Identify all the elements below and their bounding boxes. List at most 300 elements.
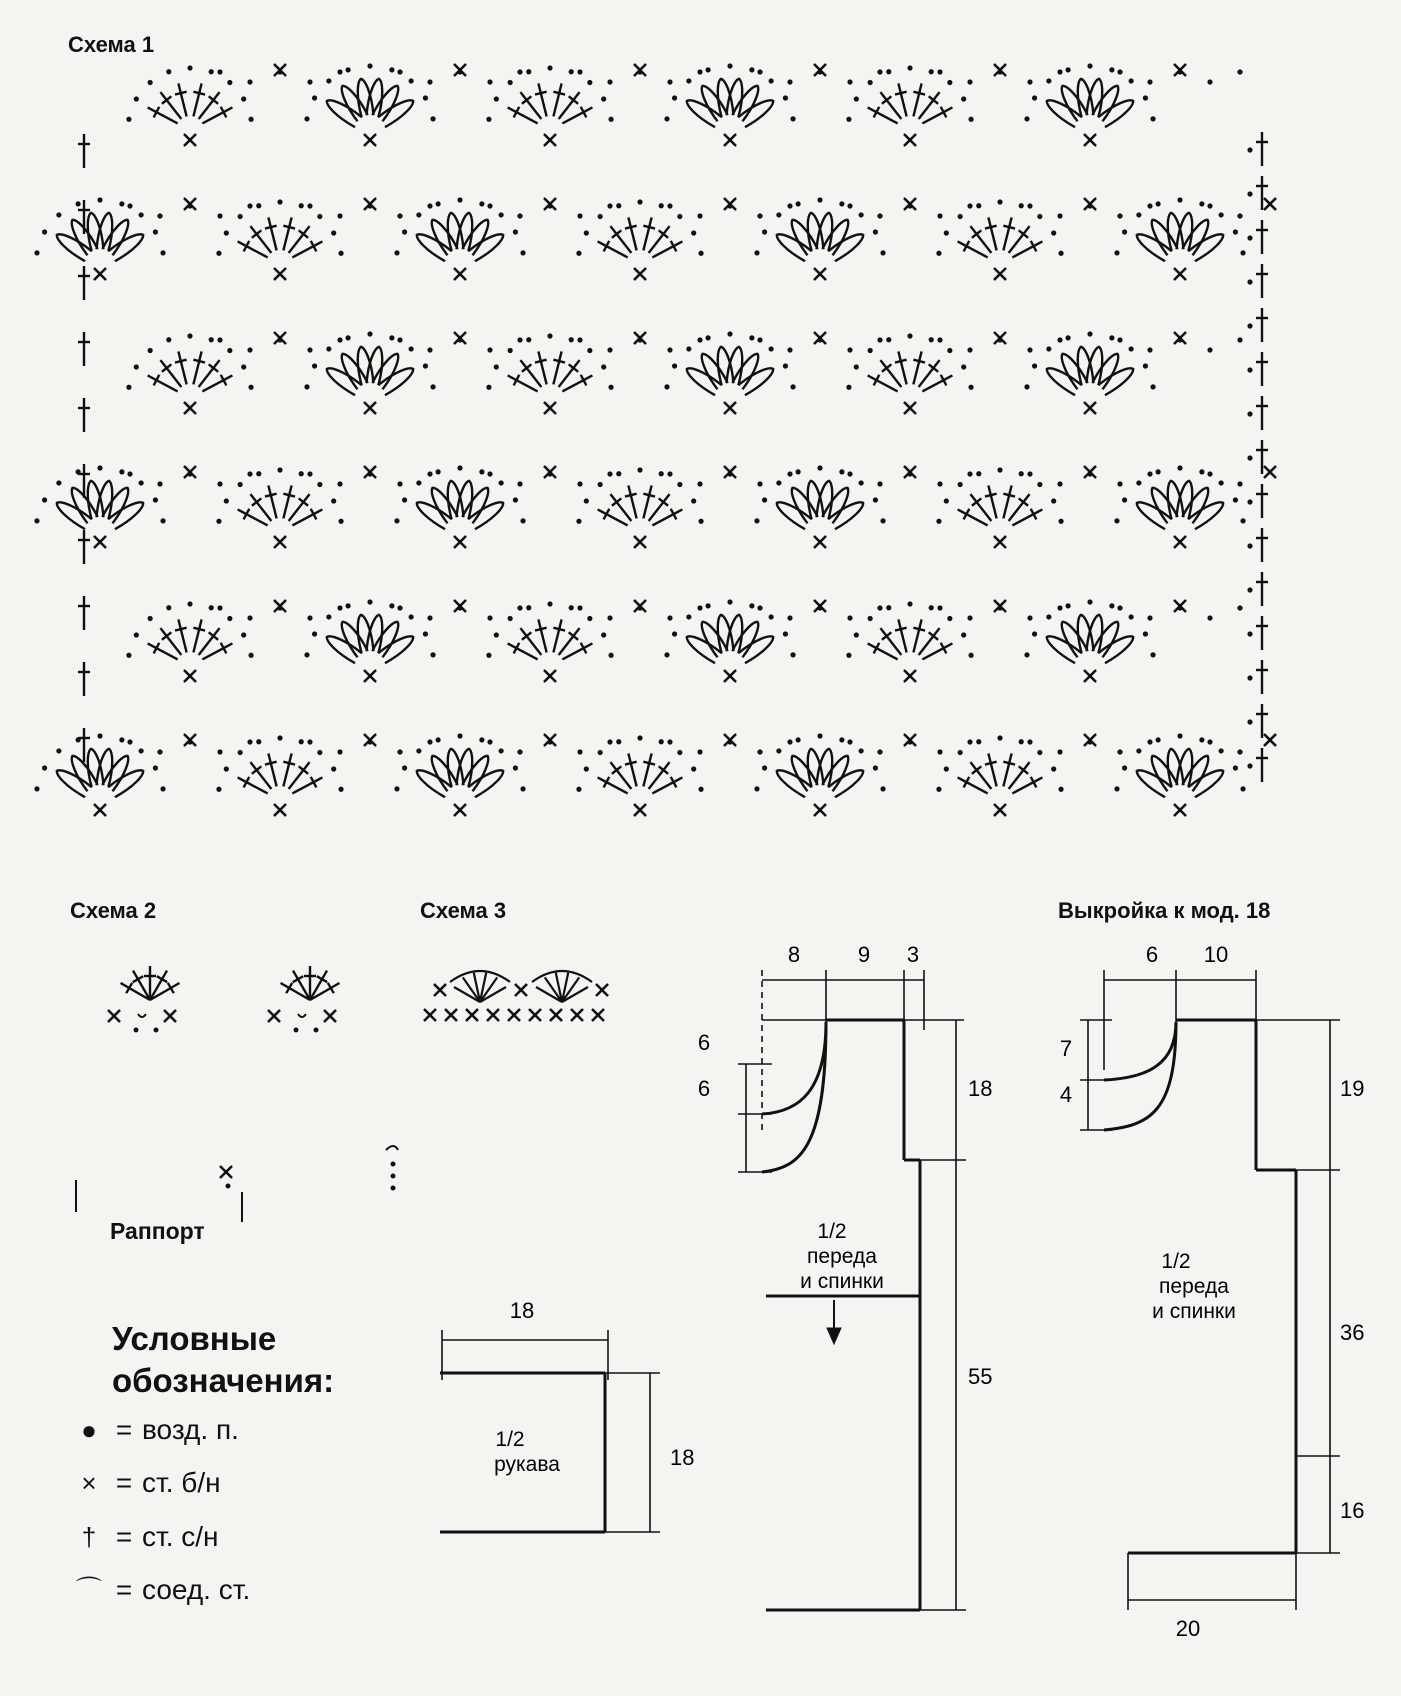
chain-dot <box>783 363 788 368</box>
sc-mark <box>634 268 646 280</box>
chain-dot <box>209 69 214 74</box>
chain-dot <box>608 385 613 390</box>
chain-dot <box>256 471 261 476</box>
chain-dot <box>307 739 312 744</box>
sc-mark <box>634 804 646 816</box>
chain-dot <box>1057 69 1062 74</box>
chain-dot <box>1117 213 1122 218</box>
scheme-3-title: Схема 3 <box>420 898 507 923</box>
loop-mark <box>337 350 368 389</box>
chain-dot <box>697 481 702 486</box>
chain-dot <box>1024 116 1029 121</box>
chain-dot <box>1117 605 1122 610</box>
chain-dot <box>937 481 942 486</box>
chain-dot <box>97 197 102 202</box>
sc-mark <box>994 268 1006 280</box>
loop-mark <box>715 78 734 118</box>
chain-dot <box>961 96 966 101</box>
chain-dot <box>776 480 781 485</box>
sc-mark <box>994 804 1006 816</box>
loop-mark <box>372 82 403 121</box>
loop-mark <box>85 212 104 252</box>
chain-dot <box>854 632 859 637</box>
loop-mark <box>427 484 458 523</box>
chain-dot <box>416 212 421 217</box>
chain-dot <box>961 632 966 637</box>
chain-dot <box>817 465 822 470</box>
chain-dot <box>56 480 61 485</box>
chain-dot <box>907 601 912 606</box>
dc-mark <box>920 370 956 397</box>
chain-dot <box>936 787 941 792</box>
dc-mark <box>78 332 90 366</box>
chain-dot <box>126 117 131 122</box>
chain-dot <box>868 80 873 85</box>
dc-mark <box>595 236 631 263</box>
chain-dot <box>337 605 342 610</box>
chain-dot <box>304 384 309 389</box>
chain-dot <box>569 337 574 342</box>
loop-mark <box>378 96 417 128</box>
chain-dot <box>299 739 304 744</box>
chain-dot <box>241 632 246 637</box>
chain-dot <box>839 469 844 474</box>
chain-dot <box>749 335 754 340</box>
dc-mark <box>865 370 901 397</box>
chain-dot <box>1122 497 1127 502</box>
chain-dot <box>929 69 934 74</box>
left-side-dim-1: 6 <box>697 1030 711 1055</box>
dc-mark <box>1010 772 1046 799</box>
chain-dot <box>967 79 972 84</box>
loop-mark <box>1182 216 1213 255</box>
dc-mark <box>650 772 686 799</box>
dc-mark <box>595 772 631 799</box>
chain-dot <box>880 786 885 791</box>
chain-dot <box>42 229 47 234</box>
chain-dot <box>157 481 162 486</box>
chain-dot <box>1058 787 1063 792</box>
chain-dot <box>331 498 336 503</box>
chain-dot <box>187 601 192 606</box>
chain-dot <box>312 631 317 636</box>
chain-dot <box>397 213 402 218</box>
loop-mark <box>773 766 812 798</box>
chain-dot <box>1037 750 1042 755</box>
loop-mark <box>1188 766 1227 798</box>
slst-arc-icon <box>386 1146 398 1150</box>
chain-dot <box>367 331 372 336</box>
chain-dot <box>409 78 414 83</box>
chain-dot <box>757 69 762 74</box>
chain-dot <box>127 203 132 208</box>
chain-dot <box>42 497 47 502</box>
chain-dot <box>1237 605 1242 610</box>
loop-mark <box>1133 766 1172 798</box>
chain-dot <box>1019 471 1024 476</box>
right-label-2: переда <box>1159 1275 1229 1298</box>
repeat-label: Раппорт <box>110 1218 205 1244</box>
dc-mark <box>1256 616 1268 650</box>
chain-dot <box>667 471 672 476</box>
chain-dot <box>569 69 574 74</box>
sc-mark <box>1264 466 1276 478</box>
chain-dot <box>153 497 158 502</box>
loop-mark <box>1092 350 1123 389</box>
chain-dot <box>846 653 851 658</box>
loop-mark <box>787 216 818 255</box>
chain-dot <box>762 497 767 502</box>
dc-mark <box>1256 176 1268 210</box>
sc-mark <box>487 1009 499 1021</box>
sc-mark <box>814 536 826 548</box>
loop-mark <box>85 748 104 788</box>
dc-mark <box>1010 236 1046 263</box>
chain-dot <box>937 213 942 218</box>
right-label-3: и спинки <box>1152 1300 1236 1323</box>
chain-dot <box>338 519 343 524</box>
right-label-1: 1/2 <box>1161 1250 1191 1273</box>
loop-mark <box>738 96 777 128</box>
chain-dot <box>416 748 421 753</box>
sc-mark <box>274 804 286 816</box>
dc-mark <box>560 102 596 129</box>
chain-dot <box>577 213 582 218</box>
dagger-icon: † <box>81 1522 97 1552</box>
chain-dot <box>968 385 973 390</box>
chain-dot <box>847 615 852 620</box>
chain-dot <box>1027 79 1032 84</box>
chain-dot <box>616 739 621 744</box>
loop-mark <box>1043 96 1082 128</box>
loop-mark <box>732 350 763 389</box>
chain-dot <box>1109 67 1114 72</box>
loop-mark <box>1147 216 1178 255</box>
chain-dot <box>457 733 462 738</box>
chain-dot <box>209 605 214 610</box>
chain-dot <box>160 518 165 523</box>
chain-dot <box>494 632 499 637</box>
chain-dot <box>307 203 312 208</box>
chain-dot <box>127 739 132 744</box>
chain-dot <box>427 615 432 620</box>
loop-mark <box>1133 230 1172 262</box>
chain-dot <box>1177 465 1182 470</box>
dc-mark <box>145 102 181 129</box>
sc-mark <box>1174 536 1186 548</box>
sc-mark <box>634 536 646 548</box>
sc-mark <box>1084 402 1096 414</box>
chain-dot <box>508 80 513 85</box>
chain-dot <box>526 337 531 342</box>
scheme-1-chart <box>34 63 1276 816</box>
chain-dot <box>238 482 243 487</box>
chain-dot <box>389 335 394 340</box>
chain-dot <box>209 337 214 342</box>
chain-dot <box>1114 786 1119 791</box>
chain-dot <box>790 116 795 121</box>
chain-dot <box>967 203 972 208</box>
chain-dot <box>1156 469 1161 474</box>
chain-dot <box>859 748 864 753</box>
chain-dot <box>607 203 612 208</box>
sc-mark <box>544 134 556 146</box>
chain-dot <box>1122 765 1127 770</box>
chain-dot <box>427 79 432 84</box>
chain-dot <box>1051 230 1056 235</box>
loop-mark <box>1165 212 1184 252</box>
chain-dot <box>757 481 762 486</box>
chain-dot <box>397 337 402 342</box>
chain-dot <box>877 749 882 754</box>
chain-dot <box>326 346 331 351</box>
scheme-2-motif <box>268 966 342 1033</box>
chain-dot <box>762 229 767 234</box>
chain-dot <box>241 364 246 369</box>
sc-mark <box>724 670 736 682</box>
loop-mark <box>805 212 824 252</box>
chain-dot <box>1247 147 1252 152</box>
loop-mark <box>1165 480 1184 520</box>
chain-dot <box>312 95 317 100</box>
sc-mark <box>1174 268 1186 280</box>
chain-dot <box>667 615 672 620</box>
chain-dot <box>1027 471 1032 476</box>
chain-dot <box>217 749 222 754</box>
loop-mark <box>697 618 728 657</box>
chain-dot <box>1114 518 1119 523</box>
chain-dot <box>776 212 781 217</box>
cross-icon: × <box>81 1468 97 1498</box>
chain-dot <box>659 739 664 744</box>
chain-dot <box>1027 203 1032 208</box>
chain-dot <box>56 212 61 217</box>
chain-dot <box>277 467 282 472</box>
chain-dot <box>947 348 952 353</box>
chain-dot <box>1247 763 1252 768</box>
chain-dot <box>436 201 441 206</box>
sc-mark <box>814 804 826 816</box>
chain-dot <box>499 748 504 753</box>
chain-dot <box>217 481 222 486</box>
sc-mark <box>544 402 556 414</box>
loop-mark <box>1147 752 1178 791</box>
chain-dot <box>686 78 691 83</box>
sc-mark <box>904 670 916 682</box>
dc-mark <box>865 102 901 129</box>
chain-dot <box>769 78 774 83</box>
loop-mark <box>67 752 98 791</box>
chain-dot <box>1237 749 1242 754</box>
chain-dot <box>526 69 531 74</box>
chain-dot <box>601 96 606 101</box>
dc-mark <box>200 102 236 129</box>
dc-mark <box>1256 264 1268 298</box>
left-side-dim-2: 6 <box>697 1076 711 1101</box>
loop-mark <box>468 498 507 530</box>
chain-dot <box>487 347 492 352</box>
left-top-dim-3: 3 <box>906 942 920 967</box>
chain-dot <box>187 65 192 70</box>
chain-dot <box>56 748 61 753</box>
chain-dot <box>1237 337 1242 342</box>
chain-dot <box>520 518 525 523</box>
chain-dot <box>877 481 882 486</box>
chain-dot <box>479 737 484 742</box>
chain-dot <box>526 605 531 610</box>
chain-dot <box>886 605 891 610</box>
chain-dot <box>494 96 499 101</box>
chain-dot <box>1247 323 1252 328</box>
chain-dot <box>1032 95 1037 100</box>
loop-mark <box>738 632 777 664</box>
chain-dot <box>749 603 754 608</box>
dc-mark <box>290 504 326 531</box>
sc-mark <box>515 984 527 996</box>
chain-dot <box>157 749 162 754</box>
chain-dot <box>577 605 582 610</box>
chain-dot <box>76 201 81 206</box>
chain-dot <box>1233 497 1238 502</box>
chain-dot <box>937 749 942 754</box>
sc-mark <box>544 670 556 682</box>
loop-mark <box>445 748 464 788</box>
chain-dot <box>1147 347 1152 352</box>
chain-dot <box>312 363 317 368</box>
legend-text: ст. с/н <box>142 1521 219 1552</box>
chain-dot <box>97 465 102 470</box>
chain-dot <box>547 333 552 338</box>
chain-dot <box>307 615 312 620</box>
chain-dot <box>1027 739 1032 744</box>
chain-dot <box>877 213 882 218</box>
chain-dot <box>727 599 732 604</box>
loop-mark <box>102 216 133 255</box>
chain-dot <box>224 498 229 503</box>
left-label-3: и спинки <box>800 1270 884 1293</box>
chain-dot <box>1109 335 1114 340</box>
dc-mark <box>650 504 686 531</box>
sc-mark <box>1264 734 1276 746</box>
sc-mark <box>94 804 106 816</box>
loop-mark <box>102 752 133 791</box>
loop-mark <box>1043 364 1082 396</box>
legend-text: ст. б/н <box>142 1467 221 1498</box>
dc-mark <box>1256 528 1268 562</box>
chain-dot <box>139 480 144 485</box>
chain-dot <box>880 250 885 255</box>
chain-dot <box>338 787 343 792</box>
dc-mark <box>145 370 181 397</box>
chain-dot <box>637 735 642 740</box>
chain-dot <box>1019 739 1024 744</box>
sc-mark <box>94 268 106 280</box>
dc-mark <box>560 370 596 397</box>
chain-dot <box>394 518 399 523</box>
dc-mark <box>865 638 901 665</box>
chain-dot <box>326 614 331 619</box>
loop-mark <box>53 766 92 798</box>
chain-dot <box>148 80 153 85</box>
chain-dot <box>160 786 165 791</box>
chain-dot <box>598 750 603 755</box>
loop-mark <box>462 484 493 523</box>
chain-dot <box>936 251 941 256</box>
chain-dot <box>1122 229 1127 234</box>
loop-mark <box>445 212 464 252</box>
chain-dot <box>1219 748 1224 753</box>
sc-mark <box>1174 804 1186 816</box>
chain-dot <box>677 750 682 755</box>
chain-dot <box>338 251 343 256</box>
chain-dot <box>598 214 603 219</box>
loop-mark <box>773 498 812 530</box>
dc-mark <box>290 236 326 263</box>
sc-mark <box>1084 134 1096 146</box>
chain-dot <box>1057 337 1062 342</box>
chain-dot <box>304 116 309 121</box>
chain-dot <box>337 69 342 74</box>
chain-dot <box>967 615 972 620</box>
chain-dot <box>346 335 351 340</box>
chain-dot <box>958 750 963 755</box>
chain-dot <box>584 766 589 771</box>
chain-dot <box>769 614 774 619</box>
chain-dot <box>659 203 664 208</box>
fan-arc <box>450 971 510 982</box>
chain-dot <box>1147 79 1152 84</box>
dc-mark <box>650 236 686 263</box>
chain-dot <box>1147 471 1152 476</box>
chain-dot <box>517 749 522 754</box>
chain-dot <box>968 117 973 122</box>
chain-dot <box>127 471 132 476</box>
chain-dot <box>667 739 672 744</box>
chain-dot <box>1032 631 1037 636</box>
chain-dot <box>423 95 428 100</box>
sc-mark <box>454 536 466 548</box>
sc-mark <box>184 670 196 682</box>
chain-dot <box>587 80 592 85</box>
loop-mark <box>67 484 98 523</box>
chain-dot <box>976 203 981 208</box>
chain-dot <box>762 765 767 770</box>
chain-dot <box>430 652 435 657</box>
arc-icon: ⌒ <box>75 1575 102 1605</box>
dc-mark <box>235 236 271 263</box>
chain-dot <box>139 748 144 753</box>
sc-mark <box>904 402 916 414</box>
chain-dot <box>134 632 139 637</box>
chain-dot <box>494 364 499 369</box>
chain-dot <box>1219 212 1224 217</box>
chain-dot <box>1233 229 1238 234</box>
dc-mark <box>78 398 90 432</box>
chain-dot <box>769 346 774 351</box>
chain-dot <box>576 251 581 256</box>
chain-dot <box>256 203 261 208</box>
chain-dot <box>148 348 153 353</box>
chain-dot <box>337 481 342 486</box>
sc-mark <box>814 268 826 280</box>
loop-mark <box>355 346 374 386</box>
chain-dot <box>487 79 492 84</box>
chain-dot <box>224 230 229 235</box>
dc-mark <box>505 102 541 129</box>
loop-mark <box>787 484 818 523</box>
chain-dot <box>139 212 144 217</box>
dc-mark <box>200 370 236 397</box>
